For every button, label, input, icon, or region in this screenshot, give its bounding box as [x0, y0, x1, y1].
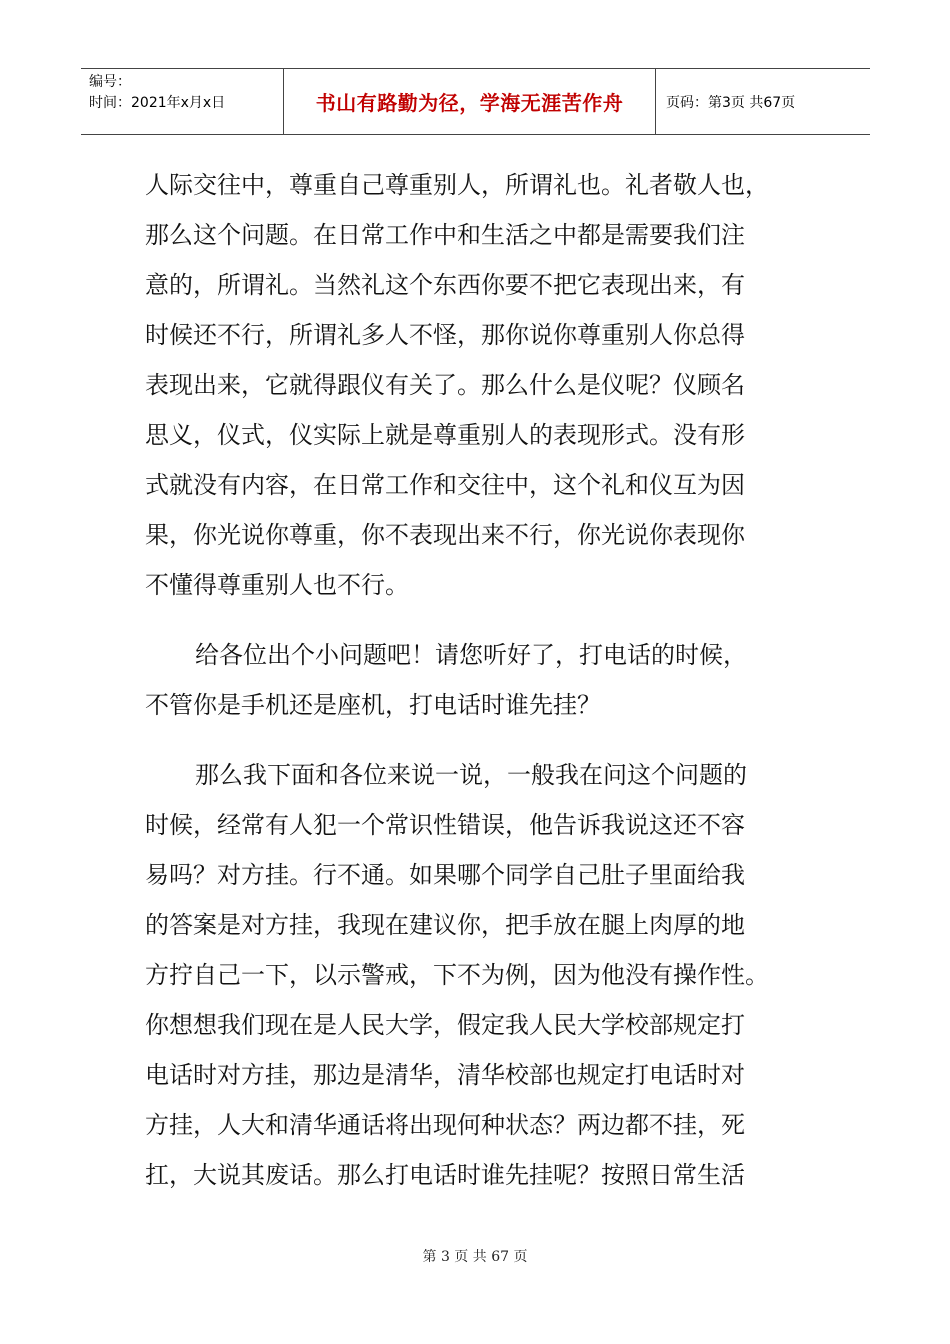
paragraph	[145, 750, 810, 1200]
text-line: 电话时对方挂，那边是清华，清华校部也规定打电话时对	[145, 1061, 745, 1089]
header-page-info: 页码：第3页 共67页	[666, 94, 796, 111]
text-line: 思义，仪式，仪实际上就是尊重别人的表现形式。没有形	[145, 421, 745, 449]
text-line: 给各位出个小问题吧！请您听好了，打电话的时候，	[195, 641, 747, 669]
paragraph	[145, 160, 810, 610]
text-line: 不懂得尊重别人也不行。	[145, 571, 409, 599]
text-line: 果，你光说你尊重，你不表现出来不行，你光说你表现你	[145, 521, 745, 549]
text-line: 方拧自己一下，以示警戒，下不为例，因为他没有操作性。	[145, 961, 769, 989]
text-line: 不管你是手机还是座机，打电话时谁先挂？	[145, 691, 601, 719]
time-label: 时间：2021年x月x日	[89, 95, 226, 111]
text-line: 方挂，人大和清华通话将出现何种状态？两边都不挂，死	[145, 1111, 745, 1139]
text-line: 人际交往中，尊重自己尊重别人，所谓礼也。礼者敬人也，	[145, 171, 769, 199]
text-line: 扛，大说其废话。那么打电话时谁先挂呢？按照日常生活	[145, 1161, 745, 1189]
header-motto: 书山有路勤为径，学海无涯苦作舟	[283, 69, 656, 134]
text-line: 式就没有内容，在日常工作和交往中，这个礼和仪互为因	[145, 471, 745, 499]
text-line: 表现出来，它就得跟仪有关了。那么什么是仪呢？仪顾名	[145, 371, 745, 399]
text-line: 你想想我们现在是人民大学，假定我人民大学校部规定打	[145, 1011, 745, 1039]
header-meta	[81, 69, 283, 134]
paragraph	[145, 630, 810, 730]
page-footer: 第 3 页 共 67 页	[422, 1249, 528, 1265]
paragraph-gap	[145, 730, 810, 750]
text-line: 那么我下面和各位来说一说，一般我在问这个问题的	[195, 761, 747, 789]
document-body	[145, 160, 810, 1200]
paragraph-gap	[145, 610, 810, 630]
text-line: 易吗？对方挂。行不通。如果哪个同学自己肚子里面给我	[145, 861, 745, 889]
text-line: 那么这个问题。在日常工作中和生活之中都是需要我们注	[145, 221, 745, 249]
text-line: 时候，经常有人犯一个常识性错误，他告诉我说这还不容	[145, 811, 745, 839]
number-label: 编号：	[89, 74, 131, 90]
page-header	[81, 68, 870, 135]
text-line: 的答案是对方挂，我现在建议你，把手放在腿上肉厚的地	[145, 911, 745, 939]
text-line: 意的，所谓礼。当然礼这个东西你要不把它表现出来，有	[145, 271, 745, 299]
text-line: 时候还不行，所谓礼多人不怪，那你说你尊重别人你总得	[145, 321, 745, 349]
